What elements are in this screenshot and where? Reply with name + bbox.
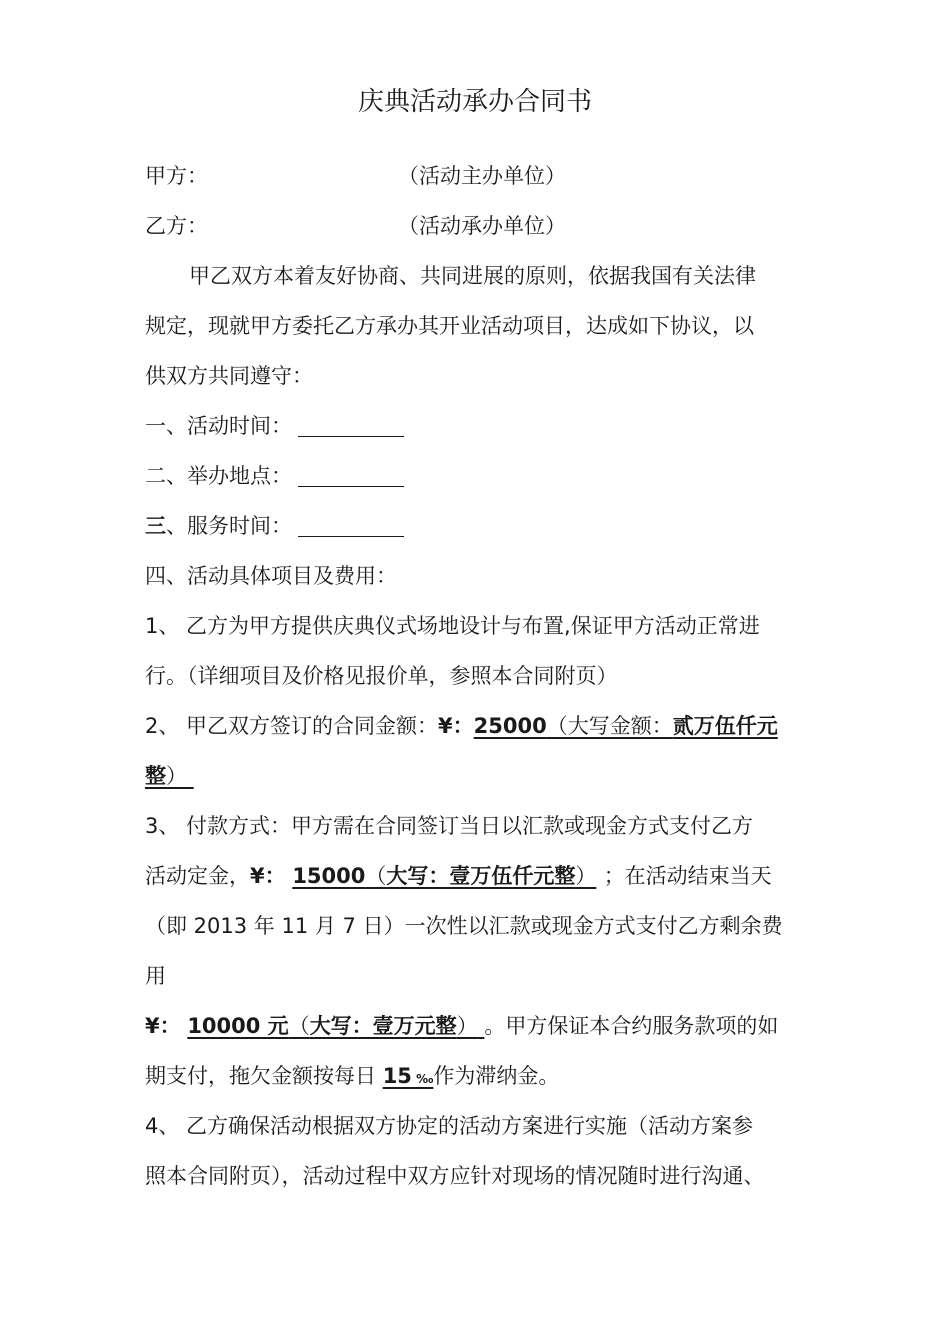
item-text: 2、 甲乙双方签订的合同金额： [145,714,439,738]
item-text: 期支付，拖欠金额按每日 [145,1064,383,1088]
paren-open: （ [288,1014,310,1038]
section-activity-time [145,410,810,442]
item-4-line-1: 4、 乙方确保活动根据双方协定的活动方案进行实施（活动方案参 [145,1114,754,1138]
party-a-label: 甲方： [145,164,208,188]
deposit-amount: 15000 [292,864,366,888]
yen-symbol: ¥： [250,864,286,888]
section-label: 二、举办地点： [145,464,292,488]
fill-blank [298,514,404,537]
item-1-line-2: 行。（详细项目及价格见报价单，参照本合同附页） [145,664,618,688]
party-a-line [145,160,810,192]
item-text: ；在活动结束当天 [603,864,772,888]
balance-words: 大写：壹万元整 [309,1014,457,1038]
item-2-line-2 [145,760,810,792]
deposit-words: 大写：壹万伍仟元整 [386,864,576,888]
paren-close: ） [575,864,597,888]
section-number: 三 [145,514,166,538]
intro-line-3: 供双方共同遵守： [145,364,313,388]
item-3-line-3: （即 2013 年 11 月 7 日）一次性以汇款或现金方式支付乙方剩余费 [145,914,783,938]
yen-symbol: ¥： [145,1014,181,1038]
intro-line-2: 规定，现就甲方委托乙方承办其开业活动项目，达成如下协议，以 [145,314,754,338]
item-1-line-1: 1、 乙方为甲方提供庆典仪式场地设计与布置,保证甲方活动正常进 [145,614,760,638]
document-title: 庆典活动承办合同书 [357,87,592,117]
amount-words-end: 整 [145,764,166,788]
section-service-time [145,510,810,542]
item-text: 活动定金， [145,864,250,888]
item-text: 作为滞纳金。 [433,1064,560,1088]
item-2-line-1 [145,710,810,742]
fill-blank [298,464,404,487]
item-4-line-2: 照本合同附页），活动过程中双方应针对现场的情况随时进行沟通、 [145,1164,765,1188]
item-text: 。甲方保证本合约服务款项的如 [484,1014,779,1038]
party-b-line [145,210,810,242]
item-3-line-6 [145,1060,810,1095]
yen-symbol: ¥： [438,714,474,738]
paren-open: （ [365,864,387,888]
fill-blank [298,414,404,437]
amount-words-label: （大写金额： [546,714,673,738]
party-a-note: （活动主办单位） [398,164,566,188]
section-label: 、服务时间： [166,514,292,538]
party-b-label: 乙方： [145,214,208,238]
contract-amount: 25000 [473,714,547,738]
permille-symbol: ‰ [411,1072,434,1086]
amount-words: 贰万伍仟元 [672,714,778,738]
section-items-fees: 四、活动具体项目及费用： [145,564,397,588]
intro-line-1: 甲乙双方本着友好协商、共同进展的原则，依据我国有关法律 [189,264,756,288]
section-venue [145,460,810,492]
section-label: 一、活动时间： [145,414,292,438]
paren-close: ） [456,1014,478,1038]
item-3-line-5 [145,1010,810,1042]
balance-amount: 10000 元 [187,1014,289,1038]
paren-close: ） [166,764,187,788]
item-3-line-1: 3、 付款方式：甲方需在合同签订当日以汇款或现金方式支付乙方 [145,814,754,838]
item-3-line-4: 用 [145,964,166,988]
item-3-line-2 [145,860,810,892]
late-fee-rate: 15 [382,1064,412,1088]
party-b-note: （活动承办单位） [398,214,566,238]
